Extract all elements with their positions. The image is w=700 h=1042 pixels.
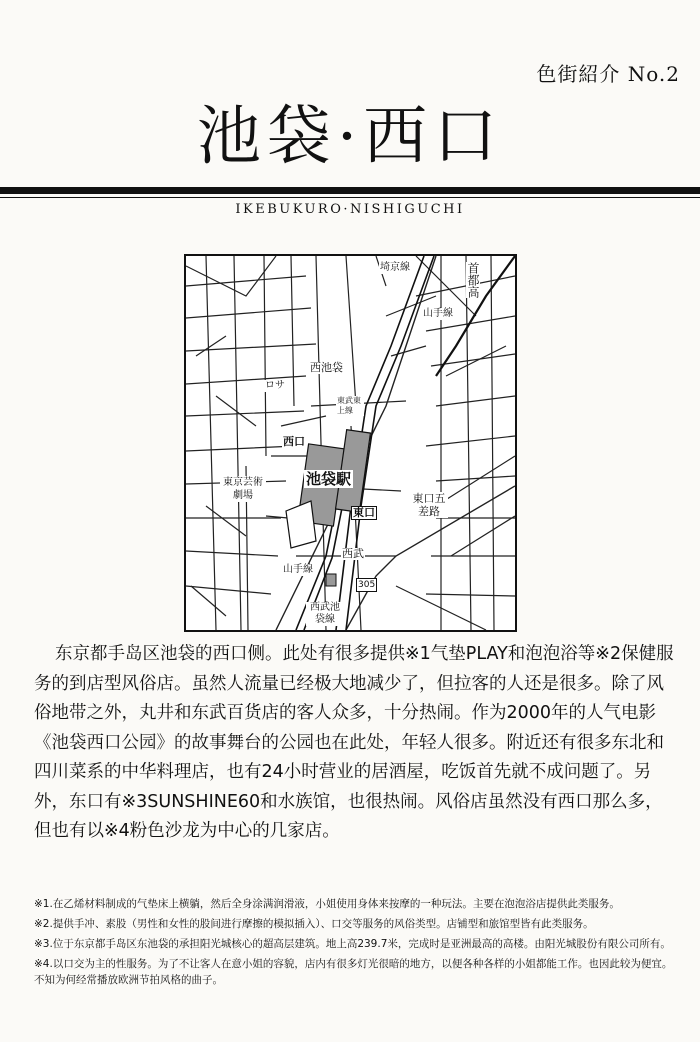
map-label-ikebukuro-station: 池袋駅 xyxy=(306,470,352,488)
romaji-subtitle: IKEBUKURO·NISHIGUCHI xyxy=(235,202,465,217)
map-label-shuto-ko: 首都高 xyxy=(466,262,480,298)
page-title: 池袋·西口 xyxy=(196,100,504,174)
title-rule-thin xyxy=(0,197,700,198)
map-label-saikyo-line: 埼京線 xyxy=(380,262,410,273)
footnote-1: ※1.在乙烯材料制成的气垫床上横躺，然后全身涂满润滑液，小姐使用身体来按摩的一种玩法。主要在泡泡浴店提供此类服务。 xyxy=(34,898,620,910)
footnote-2: ※2.提供手冲、素股（男性和女性的股间进行摩擦的模拟插入）、口交等服务的风俗类型。店铺型和旅馆型皆有此类服务。 xyxy=(34,918,594,930)
title-rule-thick xyxy=(0,187,700,194)
map-label-yamanote-line-bottom: 山手線 xyxy=(283,564,313,575)
map-label-seibu: 西武 xyxy=(342,547,364,560)
main-description xyxy=(34,640,674,847)
map-streets xyxy=(186,256,515,630)
map-label-route-305: 305 xyxy=(358,580,376,590)
footnote-4: ※4.以口交为主的性服务。为了不让客人在意小姐的容貌，店内有很多灯光很暗的地方，以便各种各样的小姐都能工作。也因此较为便宜。不知为何经常播放欧洲节拍风格的曲子。 xyxy=(34,958,673,986)
map-label-yamanote-line-top: 山手線 xyxy=(423,308,453,319)
footnotes xyxy=(34,896,674,992)
map-label-east-exit-gosaro: 東口五差路 xyxy=(410,492,448,518)
area-map xyxy=(184,254,517,632)
map-label-seibu-ikebukuro-line: 西武池袋線 xyxy=(306,602,344,626)
description-paragraph: 东京都手岛区池袋的西口侧。此处有很多提供※1气垫PLAY和泡泡浴等※2保健服务的到店型风俗店。虽然人流量已经极大地减少了，但拉客的人还是很多。除了风俗地带之外，丸井和东武百货店的客人众多，十分热闹。作为2000年的人气电影《池袋西口公园》的故事舞台的公园也在此处，年轻人很多。附近还有很多东北和四川菜系的中华料理店，也有24小时营业的居酒屋，吃饭首先就不成问题了。另外，东口有※3SUNSHINE60和水族馆，也很热闹。风俗店虽然没有西口那么多，但也有以※4粉色沙龙为中心的几家店。 xyxy=(34,644,674,841)
map-label-nishi-ikebukuro: 西池袋 xyxy=(310,361,343,374)
map-label-tobu-tojo-line: 東武東上線 xyxy=(336,396,364,416)
map-label-east-exit: 東口 xyxy=(353,506,375,519)
series-label: 色街紹介 No.2 xyxy=(536,62,680,86)
map-label-rosa: ロサ xyxy=(265,380,285,391)
map-label-tokyo-geijutsu-gekijo: 東京芸術劇場 xyxy=(220,476,266,502)
footnote-3: ※3.位于东京都手岛区东池袋的承担阳光城核心的超高层建筑。地上高239.7米，完成时是亚洲最高的高楼。由阳光城股份有限公司所有。 xyxy=(34,938,671,950)
map-label-west-exit: 西口 xyxy=(283,435,305,448)
